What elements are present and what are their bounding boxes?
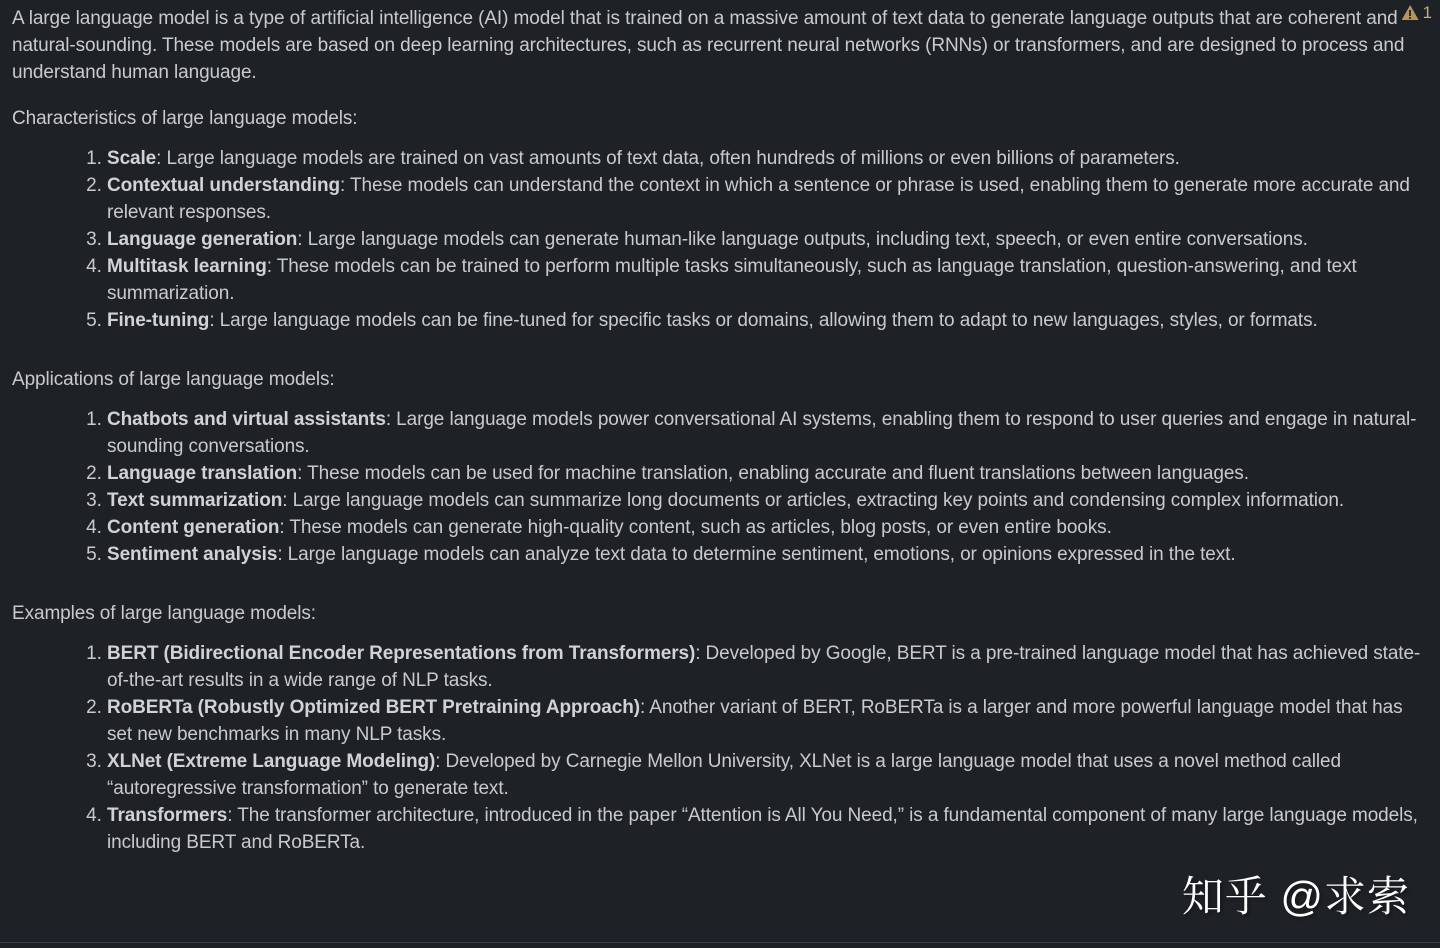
proofing-warning-badge[interactable] [1402, 4, 1432, 21]
list-item-text: : Large language models can analyze text data to determine sentiment, emotions, or opinions expressed in the text. [277, 544, 1236, 565]
list-item-text: : Large language models power conversational AI systems, enabling them to respond to user queries and engage in natural-sounding conversations. [107, 409, 1417, 457]
list-item-text: : These models can be trained to perform multiple tasks simultaneously, such as language translation, question-answering, and text summarization. [107, 256, 1357, 304]
document-section [12, 600, 1426, 856]
list-item-term: Language translation [107, 463, 298, 484]
numbered-list [12, 640, 1426, 856]
list-item-term: Fine-tuning [107, 310, 210, 331]
list-item-term: Chatbots and virtual assistants [107, 409, 386, 430]
list-item-term: Content generation [107, 517, 280, 538]
intro-paragraph: A large language model is a type of artificial intelligence (AI) model that is trained on a massive amount of text data to generate language outputs that are coherent and natural-sounding. These models are based on deep learning architectures, such as recurrent neural networks (RNNs) or transformers, and are designed to process and understand human language. [12, 8, 1405, 83]
list-item-text: : These models can understand the context in which a sentence or phrase is used, enabling them to generate more accurate and relevant responses. [107, 175, 1410, 223]
list-item [107, 145, 1426, 172]
list-item [107, 514, 1426, 541]
list-item-term: Transformers [107, 805, 228, 826]
list-item [107, 541, 1426, 568]
list-item [107, 802, 1426, 856]
bottom-divider [0, 942, 1440, 943]
list-item [107, 253, 1426, 307]
list-item [107, 748, 1426, 802]
zhihu-watermark: 知乎 @求索 [1181, 873, 1410, 920]
list-item-text: : Another variant of BERT, RoBERTa is a larger and more powerful language model that has set new benchmarks in many NLP tasks. [107, 697, 1403, 745]
list-item [107, 172, 1426, 226]
list-item-text: : These models can generate high-quality content, such as articles, blog posts, or even entire books. [279, 517, 1112, 538]
list-item [107, 640, 1426, 694]
list-item [107, 487, 1426, 514]
section-heading: Examples of large language models: [12, 603, 316, 624]
warning-count: 1 [1422, 3, 1432, 22]
list-item-term: Language generation [107, 229, 298, 250]
list-item-term: BERT (Bidirectional Encoder Representations from Transformers) [107, 643, 696, 664]
list-item-text: : Developed by Google, BERT is a pre-trained language model that has achieved state-of-the-art results in a wide range of NLP tasks. [107, 643, 1421, 691]
list-item-text: : These models can be used for machine translation, enabling accurate and fluent translations between languages. [297, 463, 1249, 484]
list-item [107, 460, 1426, 487]
list-item-text: : Developed by Carnegie Mellon University, XLNet is a large language model that uses a novel method called “autoregressive transformation” to generate text. [107, 751, 1341, 799]
list-item-text: : The transformer architecture, introduced in the paper “Attention is All You Need,” is a fundamental component of many large language models, including BERT and RoBERTa. [107, 805, 1418, 853]
list-item [107, 307, 1426, 334]
list-item-text: : Large language models are trained on vast amounts of text data, often hundreds of millions or even billions of parameters. [156, 148, 1180, 169]
list-item-term: XLNet (Extreme Language Modeling) [107, 751, 436, 772]
list-item-text: : Large language models can be fine-tuned for specific tasks or domains, allowing them to adapt to new languages, styles, or formats. [209, 310, 1318, 331]
list-item-text: : Large language models can generate human-like language outputs, including text, speech, or even entire conversations. [297, 229, 1308, 250]
numbered-list [12, 406, 1426, 568]
section-heading: Characteristics of large language models: [12, 108, 358, 129]
document-section [12, 105, 1426, 334]
list-item-text: : Large language models can summarize long documents or articles, extracting key points and condensing complex information. [282, 490, 1345, 511]
list-item [107, 694, 1426, 748]
list-item-term: RoBERTa (Robustly Optimized BERT Pretraining Approach) [107, 697, 640, 718]
list-item [107, 406, 1426, 460]
list-item-term: Scale [107, 148, 157, 169]
list-item-term: Multitask learning [107, 256, 267, 277]
list-item-term: Text summarization [107, 490, 283, 511]
list-item-term: Sentiment analysis [107, 544, 278, 565]
warning-icon [1402, 5, 1419, 20]
numbered-list [12, 145, 1426, 334]
list-item-term: Contextual understanding [107, 175, 340, 196]
document-section [12, 366, 1426, 568]
list-item [107, 226, 1426, 253]
section-heading: Applications of large language models: [12, 369, 335, 390]
sections-container [12, 105, 1426, 856]
